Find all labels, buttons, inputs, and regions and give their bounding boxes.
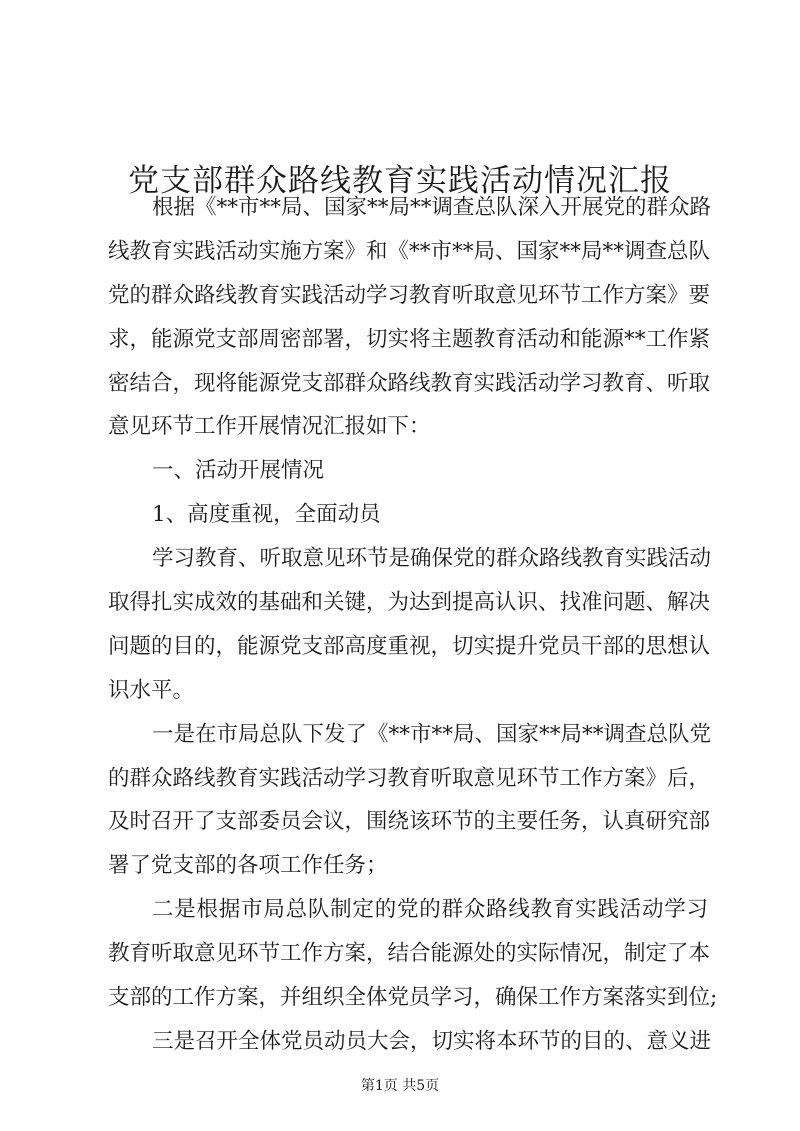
text-line: 问题的目的，能源党支部高度重视，切实提升党员干部的思想认 xyxy=(108,633,711,659)
text-line: 求，能源党支部周密部署，切实将主题教育活动和能源**工作紧 xyxy=(108,326,711,352)
text-line: 意见环节工作开展情况汇报如下： xyxy=(108,414,431,440)
text-line: 线教育实践活动实施方案》和《**市**局、国家**局**调查总队 xyxy=(108,238,711,264)
text-line: 一、活动开展情况 xyxy=(152,458,325,484)
text-line: 密结合，现将能源党支部群众路线教育实践活动学习教育、听取 xyxy=(108,370,711,396)
text-line: 教育听取意见环节工作方案，结合能源处的实际情况，制定了本 xyxy=(108,941,711,967)
text-line: 的群众路线教育实践活动学习教育听取意见环节工作方案》后， xyxy=(108,765,711,791)
document-title: 党支部群众路线教育实践活动情况汇报 xyxy=(128,162,672,199)
text-line: 根据《**市**局、国家**局**调查总队深入开展党的群众路 xyxy=(152,195,712,220)
text-line: 一是在市局总队下发了《**市**局、国家**局**调查总队党 xyxy=(152,721,712,747)
text-line: 三是召开全体党员动员大会，切实将本环节的目的、意义进 xyxy=(152,1028,712,1054)
text-line: 支部的工作方案，并组织全体党员学习，确保工作方案落实到位; xyxy=(108,985,718,1011)
text-line: 二是根据市局总队制定的党的群众路线教育实践活动学习 xyxy=(152,897,708,923)
text-line: 取得扎实成效的基础和关键，为达到提高认识、找准问题、解决 xyxy=(108,590,711,616)
text-line: 1、高度重视，全面动员 xyxy=(152,502,381,528)
page-footer: 第1页 共5页 xyxy=(360,1078,440,1094)
text-line: 学习教育、听取意见环节是确保党的群众路线教育实践活动 xyxy=(152,546,712,572)
text-line: 署了党支部的各项工作任务； xyxy=(108,853,388,879)
text-line: 识水平。 xyxy=(108,677,195,703)
text-line: 党的群众路线教育实践活动学习教育听取意见环节工作方案》要 xyxy=(108,282,711,308)
text-line: 及时召开了支部委员会议，围绕该环节的主要任务，认真研究部 xyxy=(108,809,711,835)
document-body xyxy=(108,186,718,1064)
